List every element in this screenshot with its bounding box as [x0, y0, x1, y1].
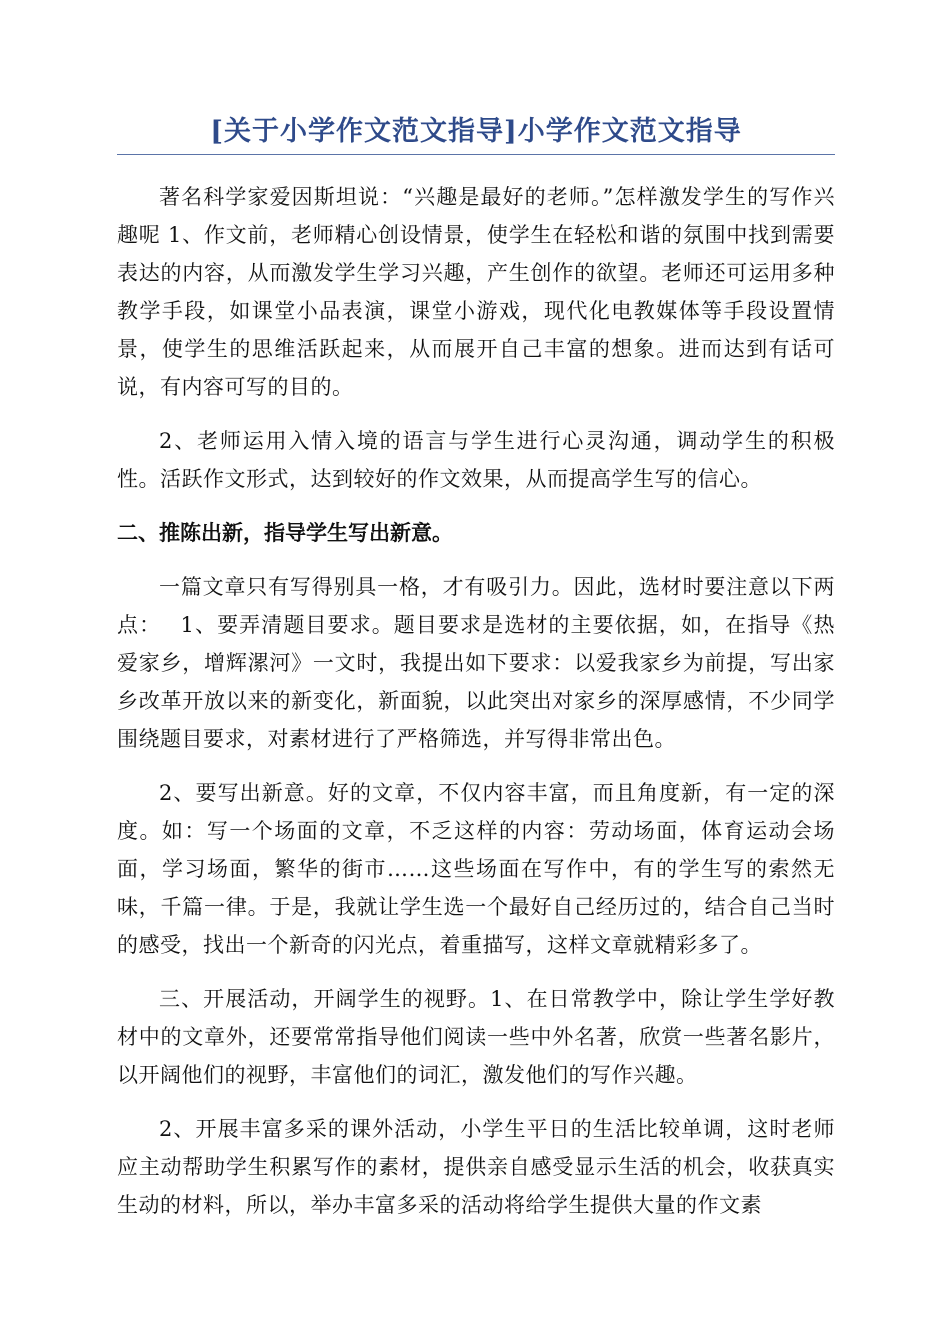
paragraph-4: 2、要写出新意。好的文章，不仅内容丰富，而且角度新，有一定的深度。如：写一个场面的文章，不乏这样的内容：劳动场面，体育运动会场面，学习场面，繁华的街市……这些场面在写作中，有的学生写的索然无味，千篇一律。于是，我就让学生选一个最好自己经历过的，结合自己当时的感受，找出一个新奇的闪光点，着重描写，这样文章就精彩多了。	[117, 781, 835, 957]
section-heading-2: 二、推陈出新，指导学生写出新意。	[117, 521, 453, 545]
document-page	[117, 112, 835, 1240]
title-underline	[117, 154, 835, 155]
paragraph-5: 三、开展活动，开阔学生的视野。1、在日常教学中，除让学生学好教材中的文章外，还要常常指导他们阅读一些中外名著，欣赏一些著名影片，以开阔他们的视野，丰富他们的词汇，激发他们的写作兴趣。	[117, 987, 835, 1087]
paragraph-2: 2、老师运用入情入境的语言与学生进行心灵沟通，调动学生的积极性。活跃作文形式，达到较好的作文效果，从而提高学生写的信心。	[117, 429, 835, 491]
paragraph-3: 一篇文章只有写得别具一格，才有吸引力。因此，选材时要注意以下两点： 1、要弄清题目要求。题目要求是选材的主要依据，如，在指导《热爱家乡，增辉漯河》一文时，我提出如下要求：以爱我家乡为前提，写出家乡改革开放以来的新变化，新面貌，以此突出对家乡的深厚感情，不少同学围绕题目要求，对素材进行了严格筛选，并写得非常出色。	[117, 575, 835, 751]
document-title: [关于小学作文范文指导]小学作文范文指导	[210, 116, 742, 147]
paragraph-6: 2、开展丰富多采的课外活动，小学生平日的生活比较单调，这时老师应主动帮助学生积累写作的素材，提供亲自感受显示生活的机会，收获真实生动的材料，所以，举办丰富多采的活动将给学生提供大量的作文素	[117, 1117, 835, 1217]
paragraph-1: 著名科学家爱因斯坦说：“兴趣是最好的老师。”怎样激发学生的写作兴趣呢 1、作文前，老师精心创设情景，使学生在轻松和谐的氛围中找到需要表达的内容，从而激发学生学习兴趣，产生创作的欲望。老师还可运用多种教学手段，如课堂小品表演，课堂小游戏，现代化电教媒体等手段设置情景，使学生的思维活跃起来，从而展开自己丰富的想象。进而达到有话可说，有内容可写的目的。	[117, 185, 835, 399]
